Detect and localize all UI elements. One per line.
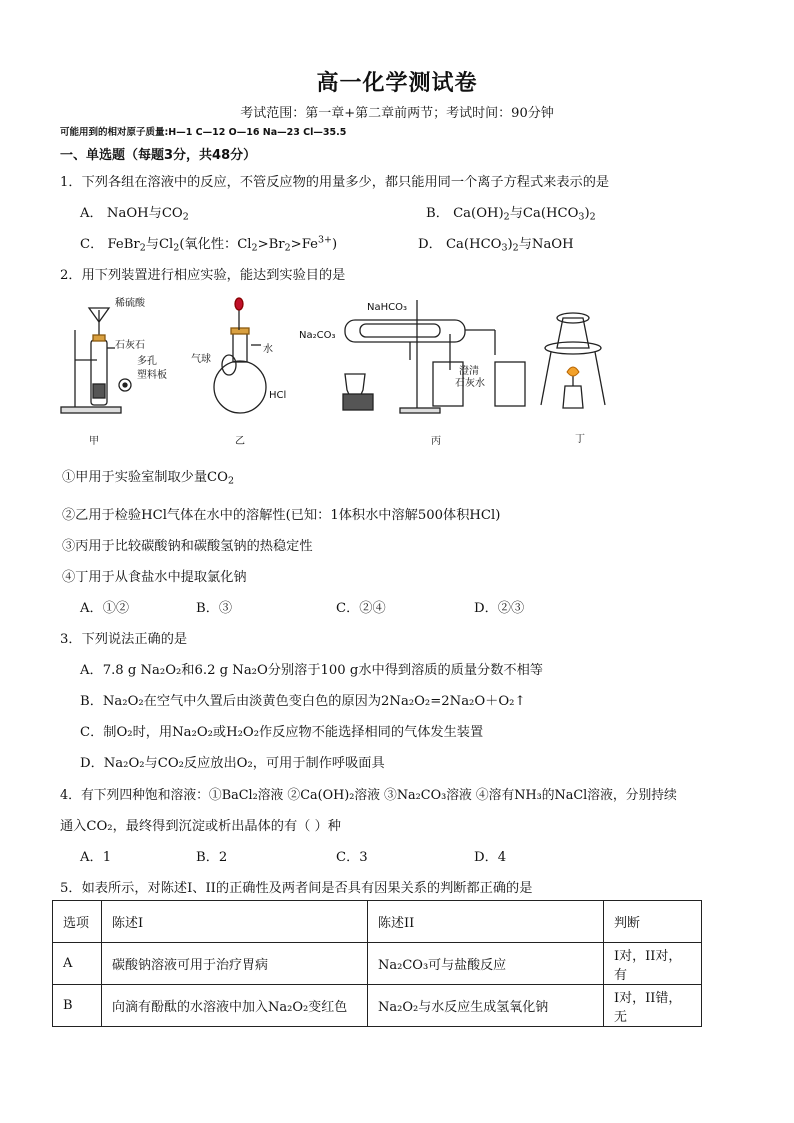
table-cell: I对，II错，无 [604,985,702,1027]
q1-option-a-label: A． [80,206,103,221]
label-limewater-2: 石灰水 [455,378,485,389]
caption-yi: 乙 [235,436,245,447]
label-plastic-plate: 塑料板 [137,370,167,381]
label-hcl: HCl [269,390,287,401]
table-cell: Na₂O₂与水反应生成氢氧化钠 [368,985,604,1027]
question-4-stem-line2: 通入CO₂，最终得到沉淀或析出晶体的有（ ）种 [60,819,341,834]
table-row [53,943,702,985]
table-cell: B [53,985,102,1027]
table-header-row [53,901,702,943]
table-cell: I对，II对，有 [604,943,702,985]
q1-option-a: A． NaOH与$CO_2$ [80,206,189,223]
q1-option-b-label: B． [426,206,449,221]
q1-option-a-text: NaOH与CO [106,206,183,221]
question-5-stem: 5．如表所示，对陈述I、II的正确性及两者间是否具有因果关系的判断都正确的是 [60,881,533,896]
exam-info: 考试范围：第一章+第二章前两节；考试时间：90分钟 [240,106,554,121]
q5-table [52,900,702,1027]
label-water: 水 [263,344,273,355]
table-cell: 向滴有酚酞的水溶液中加入Na₂O₂变红色 [102,985,368,1027]
table-header-cell: 陈述I [102,901,368,943]
q2-option-c: C．②④ [336,601,386,616]
q2-option-b: B．③ [196,601,233,616]
question-3-stem: 3．下列说法正确的是 [60,632,188,647]
q3-option-b: B．Na₂O₂在空气中久置后由淡黄色变白色的原因为2Na₂O₂=2Na₂O＋O₂↑ [80,694,526,709]
caption-jia: 甲 [89,436,99,447]
table-cell: A [53,943,102,985]
label-na2co3: Na₂CO₃ [299,330,336,341]
caption-ding: 丁 [575,434,585,445]
q2-statement-1: ①甲用于实验室制取少量$CO_2$ [62,470,235,487]
label-limewater-1: 澄清 [459,366,479,377]
q1-option-c-text: FeBr [107,237,140,252]
q1-option-b-text: Ca(OH) [453,206,504,221]
label-dilute-acid: 稀硫酸 [115,298,145,309]
table-header-cell: 判断 [604,901,702,943]
q3-option-d: D．Na₂O₂与CO₂反应放出O₂，可用于制作呼吸面具 [80,756,385,771]
q2-statement-1-text: ①甲用于实验室制取少量CO [62,470,228,485]
table-cell: Na₂CO₃可与盐酸反应 [368,943,604,985]
question-2-stem: 2．用下列装置进行相应实验，能达到实验目的是 [60,268,346,283]
question-1-stem: 1．下列各组在溶液中的反应，不管反应物的用量多少，都只能用同一个离子方程式来表示的是 [60,175,610,190]
q2-statement-3: ③丙用于比较碳酸钠和碳酸氢钠的热稳定性 [62,539,313,554]
section-heading: 一、单选题（每题3分，共48分） [60,148,257,163]
q1-option-d: D． $Ca(HCO_3)_2$与NaOH [418,237,574,254]
label-nahco3: NaHCO₃ [367,302,407,313]
table-header-cell: 选项 [53,901,102,943]
table-row [53,985,702,1027]
q4-option-c: C．3 [336,850,368,865]
label-limestone: 石灰石 [115,340,145,351]
q1-option-b: B． $Ca(OH)_2$与$Ca(HCO_3)_2$ [426,206,596,223]
atomic-masses: 可能用到的相对原子质量:H—1 C—12 O—16 Na—23 Cl—35.5 [60,127,347,138]
q1-option-c-label: C． [80,237,104,252]
table-cell: 碳酸钠溶液可用于治疗胃病 [102,943,368,985]
q2-option-d: D．②③ [474,601,525,616]
page-title: 高一化学测试卷 [316,71,478,96]
q1-option-c: C． FeBr$_2$与$Cl_2$(氧化性：$Cl_2>Br_2>Fe^{3+}$) [80,234,338,254]
table-header-cell: 陈述II [368,901,604,943]
apparatus-figure [55,290,695,450]
q4-option-d: D．4 [474,850,507,865]
q3-option-a: A．7.8 g Na₂O₂和6.2 g Na₂O分别溶于100 g水中得到溶质的质量分数不相等 [80,663,543,678]
label-balloon: 气球 [191,354,211,365]
q1-option-d-text: Ca(HCO [445,237,502,252]
q4-option-b: B．2 [196,850,228,865]
q1-option-d-label: D． [418,237,442,252]
label-porous: 多孔 [137,356,157,367]
q2-statement-4: ④丁用于从食盐水中提取氯化钠 [62,570,247,585]
q3-option-c: C．制O₂时，用Na₂O₂或H₂O₂作反应物不能选择相同的气体发生装置 [80,725,484,740]
question-4-stem-line1: 4．有下列四种饱和溶液：①BaCl₂溶液 ②Ca(OH)₂溶液 ③Na₂CO₃溶液 ④溶有NH₃的NaCl溶液，分别持续 [60,788,677,803]
q2-statement-2: ②乙用于检验HCl气体在水中的溶解性(已知：1体积水中溶解500体积HCl) [62,508,501,523]
q2-option-a: A．①② [80,601,130,616]
q4-option-a: A．1 [80,850,112,865]
caption-bing: 丙 [431,436,441,447]
